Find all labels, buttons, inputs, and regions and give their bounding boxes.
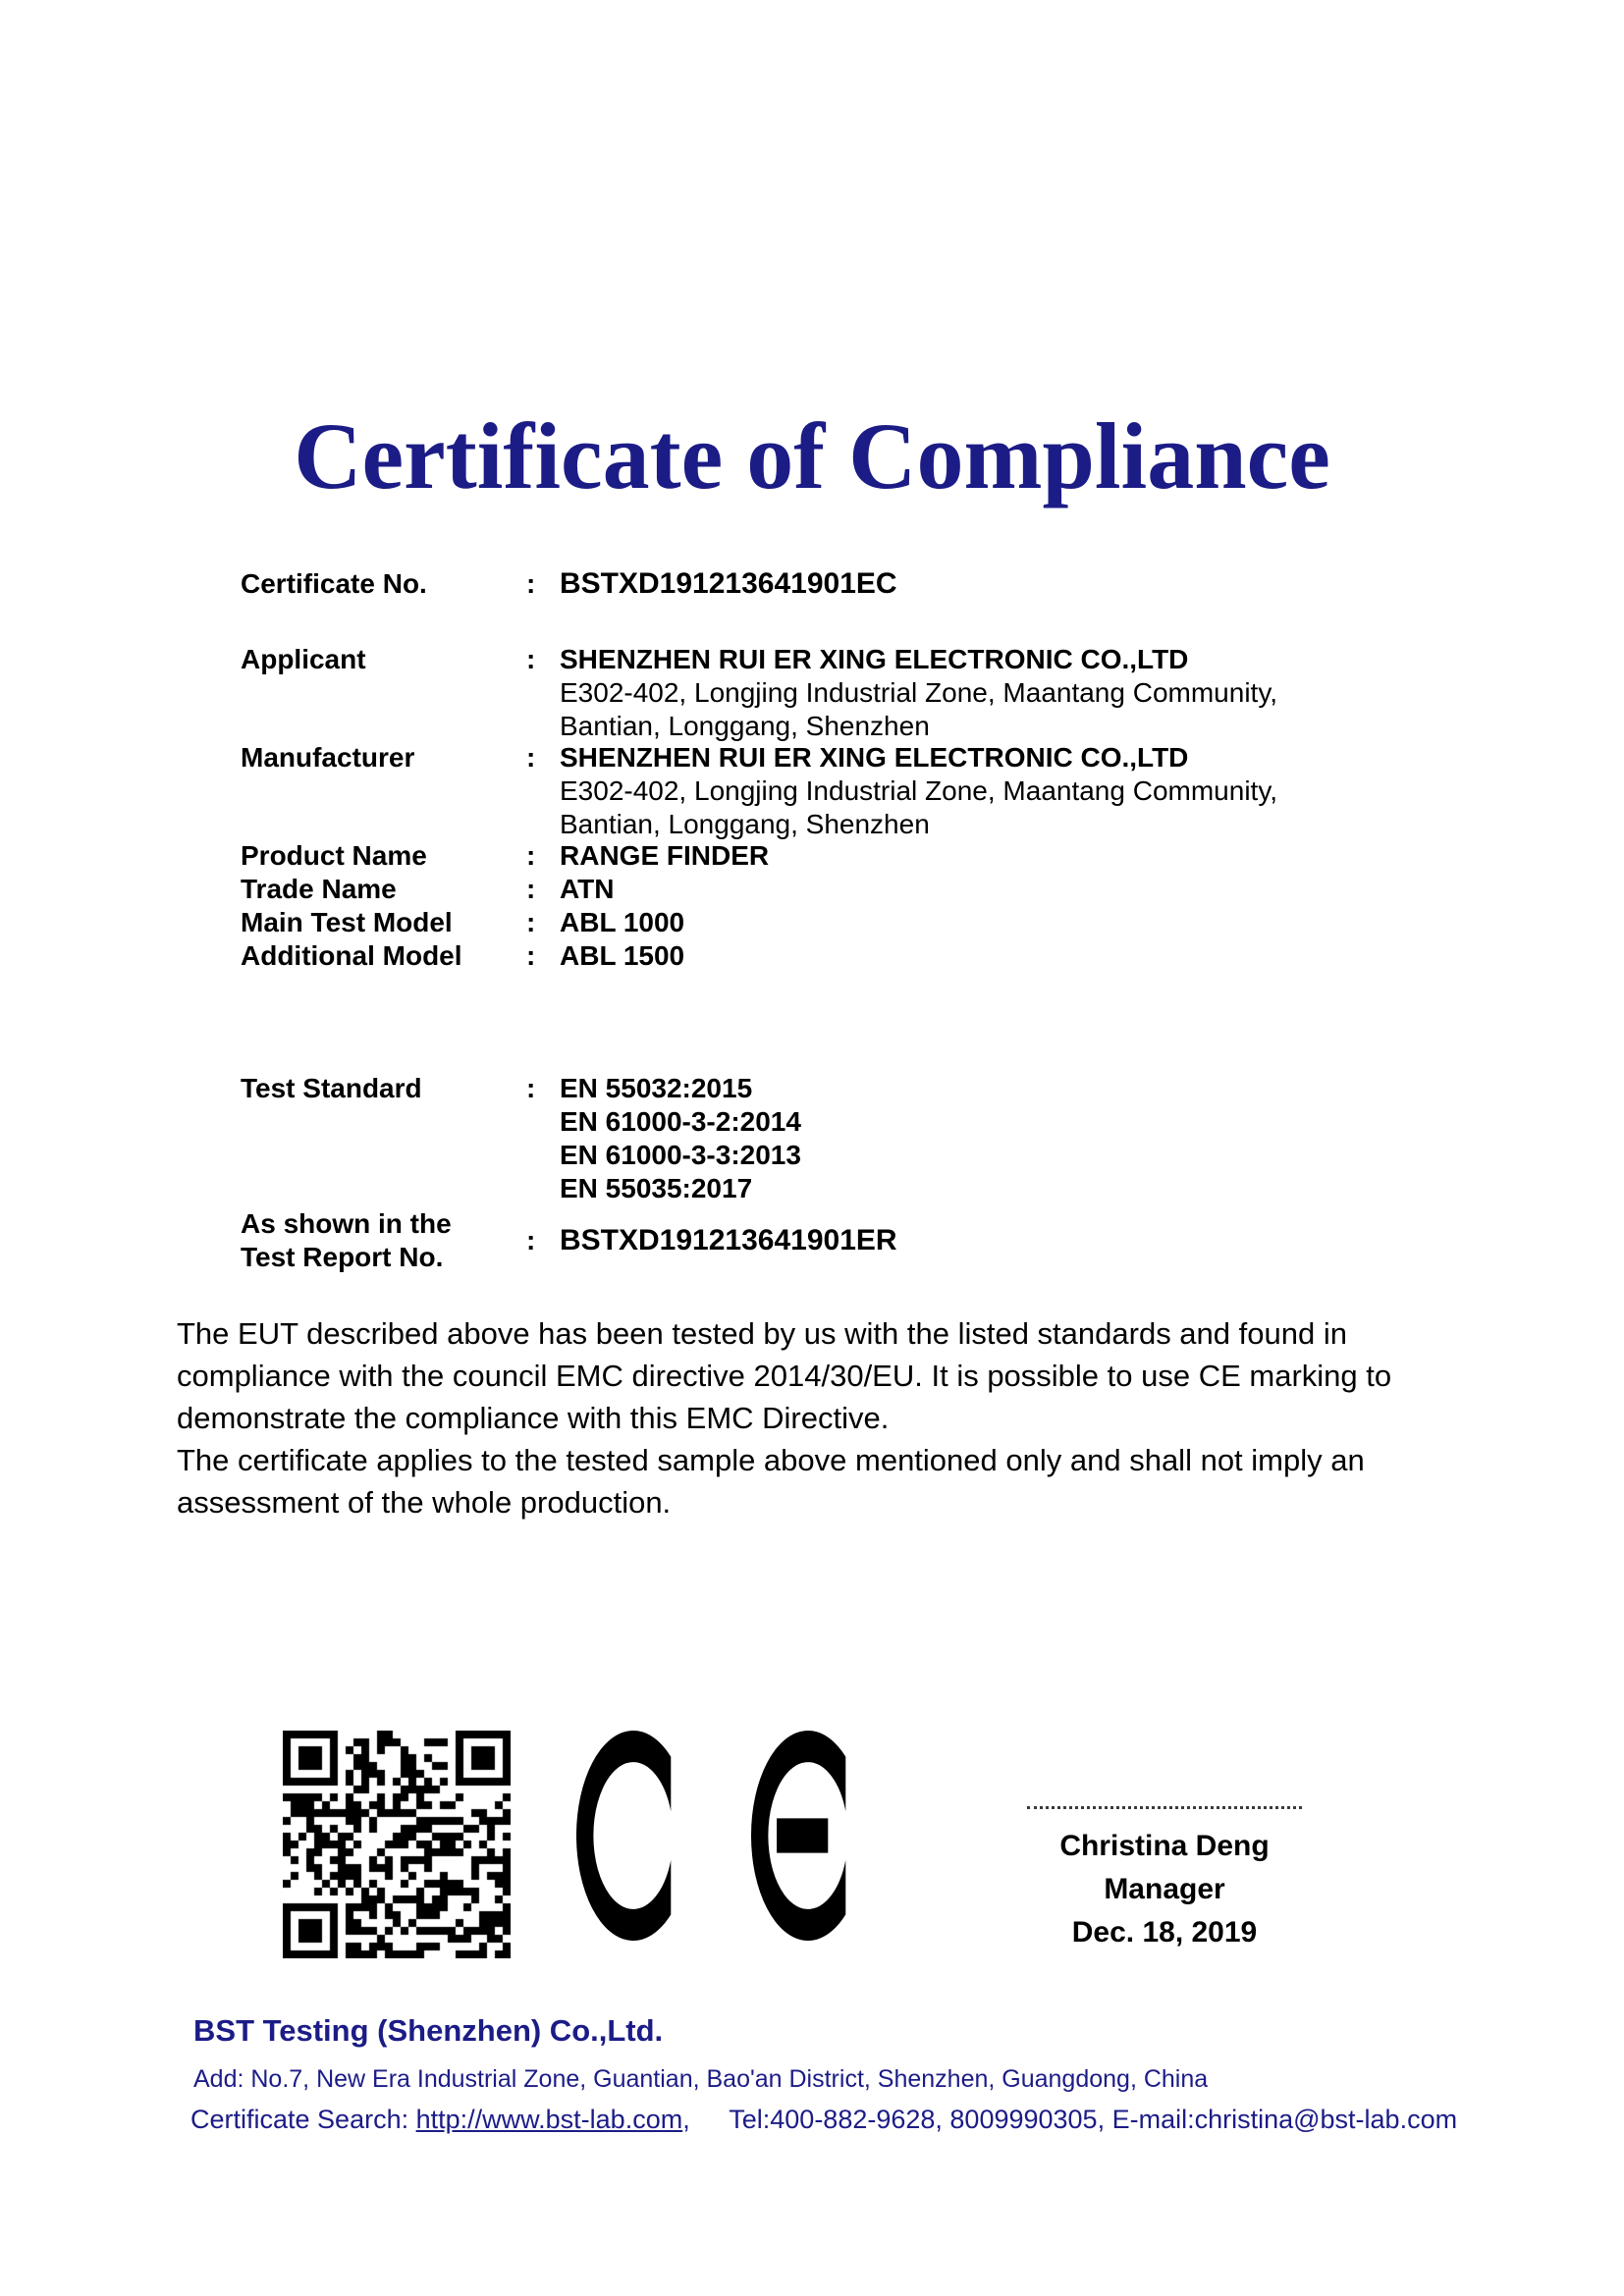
issuer-company-address: Add: No.7, New Era Industrial Zone, Guantian, Bao'an District, Shenzhen, Guangdong, China: [193, 2065, 1209, 2093]
statement-paragraph-scope: The certificate applies to the tested sample above mentioned only and shall not imply an assessment of the whole production.: [177, 1443, 1365, 1520]
signature-block: [1021, 1806, 1308, 1954]
field-label: Trade Name: [241, 874, 397, 904]
field-label: Product Name: [241, 840, 427, 871]
field-colon: :: [526, 940, 536, 971]
field-label: [241, 1207, 526, 1274]
certificate-search-line: [190, 2105, 1457, 2135]
field-label: Additional Model: [241, 940, 462, 971]
manufacturer-address-line: E302-402, Longjing Industrial Zone, Maantang Community,: [560, 775, 1278, 806]
field-label: Applicant: [241, 644, 366, 674]
statement-text: [177, 1312, 1453, 1523]
applicant-name: SHENZHEN RUI ER XING ELECTRONIC CO.,LTD: [560, 644, 1189, 674]
certificate-number: BSTXD191213641901EC: [560, 567, 897, 600]
statement-paragraph-compliance: The EUT described above has been tested by us with the listed standards and found in compliance with the council EMC directive 2014/30/EU. It is possible to use CE marking to demonstrate the compliance with this EMC Directive.: [177, 1316, 1392, 1435]
field-label: Certificate No.: [241, 568, 427, 599]
manufacturer-name: SHENZHEN RUI ER XING ELECTRONIC CO.,LTD: [560, 742, 1189, 773]
test-standard-line: EN 61000-3-2:2014: [560, 1106, 801, 1137]
field-label-line: As shown in the: [241, 1208, 452, 1239]
info-row-additional-model: [241, 939, 684, 973]
signature-dotted-line: [1027, 1806, 1302, 1809]
field-colon: :: [526, 907, 536, 937]
field-colon: :: [526, 568, 536, 599]
certificate-search-link[interactable]: http://www.bst-lab.com: [415, 2105, 683, 2134]
info-row-manufacturer: [241, 741, 1277, 841]
contact-info: Tel:400-882-9628, 8009990305, E-mail:christina@bst-lab.com: [729, 2105, 1458, 2134]
field-label-line: Test Report No.: [241, 1242, 444, 1272]
info-row-product-name: [241, 839, 769, 873]
field-label: Manufacturer: [241, 742, 415, 773]
ce-letter-c: [576, 1731, 671, 1941]
info-row-trade-name: [241, 873, 614, 906]
info-row-certificate-no: [241, 567, 897, 601]
info-row-test-report-no: [241, 1207, 897, 1274]
signatory-role: Manager: [1104, 1873, 1225, 1905]
ce-marking-logo: [576, 1731, 867, 1941]
test-standard-line: EN 55035:2017: [560, 1173, 753, 1203]
field-colon: :: [526, 644, 536, 674]
field-colon: :: [526, 840, 536, 871]
test-standard-line: EN 61000-3-3:2013: [560, 1140, 801, 1170]
certificate-search-label: Certificate Search:: [190, 2105, 409, 2134]
test-report-number: BSTXD191213641901ER: [560, 1224, 897, 1256]
main-test-model-value: ABL 1000: [560, 907, 685, 937]
signatory-name: Christina Deng: [1059, 1830, 1270, 1862]
field-colon: :: [526, 742, 536, 773]
manufacturer-address-line: Bantian, Longgang, Shenzhen: [560, 809, 930, 839]
qr-code: [283, 1731, 511, 1958]
issuer-company-name: BST Testing (Shenzhen) Co.,Ltd.: [193, 2013, 664, 2048]
search-link-comma: ,: [682, 2105, 690, 2134]
field-colon: :: [526, 874, 536, 904]
page-title: Certificate of Compliance: [294, 403, 1330, 508]
applicant-address-line: Bantian, Longgang, Shenzhen: [560, 711, 930, 741]
field-label: Main Test Model: [241, 907, 453, 937]
info-row-applicant: [241, 643, 1277, 743]
field-colon: :: [526, 1073, 536, 1103]
applicant-address-line: E302-402, Longjing Industrial Zone, Maantang Community,: [560, 677, 1278, 708]
signature-date: Dec. 18, 2019: [1071, 1916, 1258, 1949]
info-row-main-test-model: [241, 906, 684, 939]
ce-letter-e: [751, 1731, 845, 1941]
info-row-test-standard: [241, 1072, 801, 1205]
field-label: Test Standard: [241, 1073, 422, 1103]
test-standard-line: EN 55032:2015: [560, 1073, 753, 1103]
trade-name-value: ATN: [560, 874, 615, 904]
additional-model-value: ABL 1500: [560, 940, 685, 971]
field-colon: :: [526, 1225, 536, 1255]
product-name-value: RANGE FINDER: [560, 840, 770, 871]
